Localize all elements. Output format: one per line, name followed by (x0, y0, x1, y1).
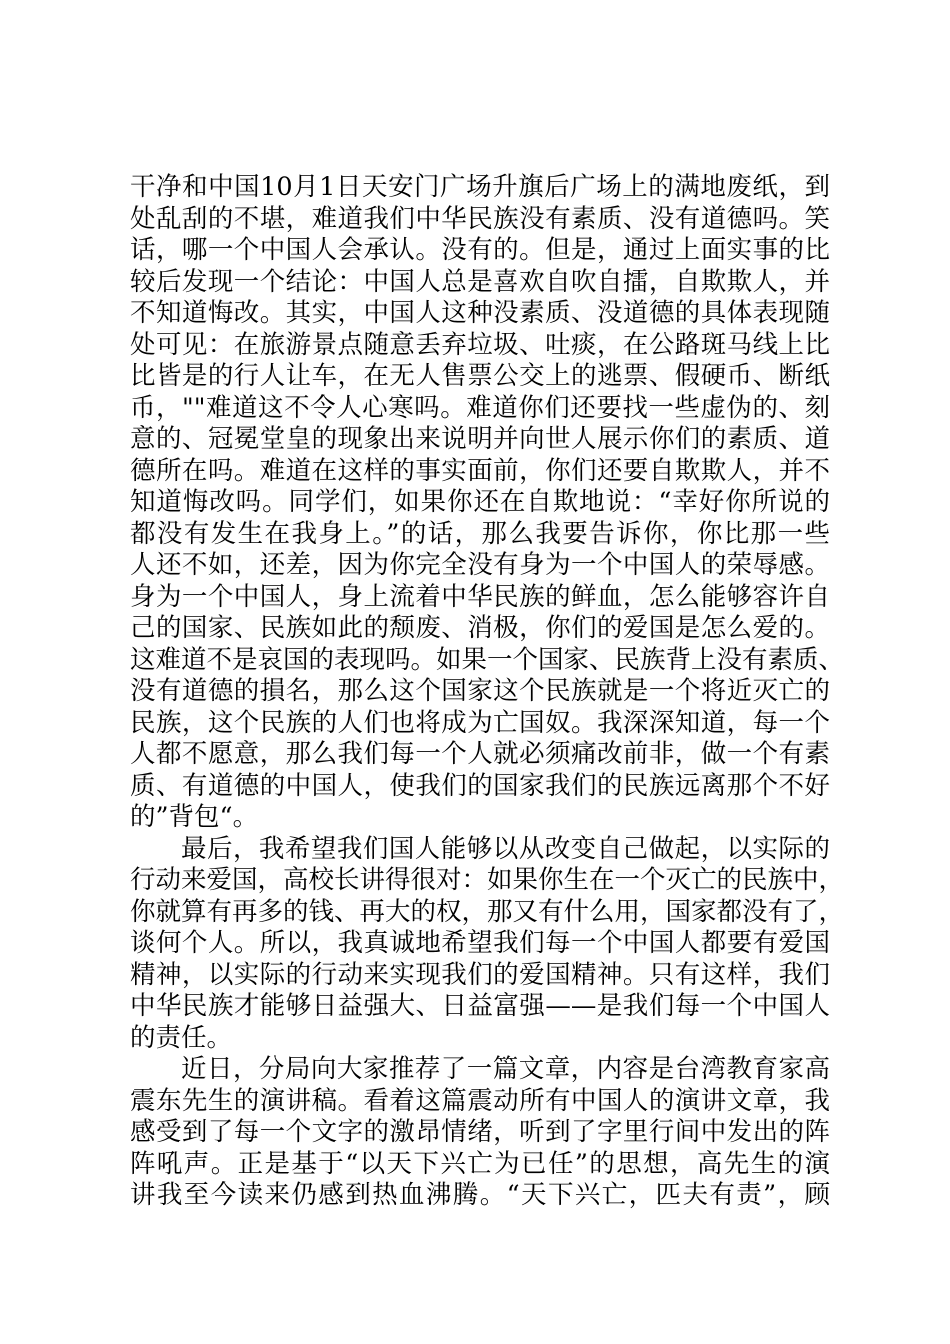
text-line: 你就算有再多的钱、再大的权，那又有什么用，国家都没有了， (130, 896, 845, 927)
document-body (130, 172, 845, 1212)
text-line: 知道悔改吗。同学们，如果你还在自欺地说：“幸好你所说的 (130, 487, 830, 517)
text-line: 这难道不是哀国的表现吗。如果一个国家、民族背上没有素质、 (130, 644, 845, 675)
text-line: 较后发现一个结论：中国人总是喜欢自吹自擂，自欺欺人，并 (130, 266, 830, 297)
text-line: 人还不如，还差，因为你完全没有身为一个中国人的荣辱感。 (130, 550, 830, 580)
text-line: 身为一个中国人，身上流着中华民族的鲜血，怎么能够容许自 (130, 581, 830, 612)
text-line: 最后，我希望我们国人能够以从改变自己做起，以实际的 (181, 833, 830, 864)
text-line: 的责任。 (130, 1022, 233, 1053)
text-line: 处乱刮的不堪，难道我们中华民族没有素质、没有道德吗。笑 (130, 203, 830, 234)
text-line: 处可见：在旅游景点随意丢弃垃圾、吐痰，在公路斑马线上比 (130, 329, 830, 360)
text-line: 都没有发生在我身上。”的话，那么我要告诉你，你比那一些 (130, 518, 830, 549)
text-line: 质、有道德的中国人，使我们的国家我们的民族远离那个不好 (130, 770, 830, 801)
text-line: 话，哪一个中国人会承认。没有的。但是，通过上面实事的比 (130, 235, 830, 265)
text-line: 讲我至今读来仍感到热血沸腾。“天下兴亡，匹夫有责”，顾 (130, 1180, 830, 1210)
paragraph (130, 172, 845, 834)
text-line: 的”背包“。 (130, 802, 259, 832)
text-line: 行动来爱国，高校长讲得很对：如果你生在一个灭亡的民族中， (130, 865, 845, 895)
paragraph (130, 833, 845, 1055)
text-line: 近日，分局向大家推荐了一篇文章，内容是台湾教育家高 (181, 1054, 830, 1084)
text-line: 人都不愿意，那么我们每一个人就必须痛改前非，做一个有素 (130, 739, 830, 769)
text-line: 比皆是的行人让车，在无人售票公交上的逃票、假硬币、断纸 (130, 361, 830, 391)
text-line: 己的国家、民族如此的颓废、消极，你们的爱国是怎么爱的。 (130, 613, 830, 643)
text-line: 阵吼声。正是基于“以天下兴亡为已任”的思想，高先生的演 (130, 1148, 830, 1179)
text-line: 震东先生的演讲稿。看着这篇震动所有中国人的演讲文章，我 (130, 1085, 830, 1116)
paragraph (130, 1054, 830, 1212)
text-line: 感受到了每一个文字的激昂情绪，听到了字里行间中发出的阵 (130, 1117, 830, 1147)
text-line: 不知道悔改。其实，中国人这种没素质、没道德的具体表现随 (130, 298, 830, 328)
text-line: 意的、冠冕堂皇的现象出来说明并向世人展示你们的素质、道 (130, 424, 830, 454)
text-line: 谈何个人。所以，我真诚地希望我们每一个中国人都要有爱国 (130, 928, 830, 958)
text-line: 民族，这个民族的人们也将成为亡国奴。我深深知道，每一个 (130, 707, 830, 738)
text-line: 精神，以实际的行动来实现我们的爱国精神。只有这样，我们 (130, 959, 830, 990)
text-line: 没有道德的損名，那么这个国家这个民族就是一个将近灭亡的 (130, 676, 830, 706)
text-line: 干净和中国10月1日天安门广场升旗后广场上的满地废纸，到 (130, 172, 830, 202)
text-line: 币，""难道这不令人心寒吗。难道你们还要找一些虚伪的、刻 (130, 392, 830, 423)
text-line: 德所在吗。难道在这样的事实面前，你们还要自欺欺人，并不 (130, 455, 830, 486)
text-line: 中华民族才能够日益强大、日益富强——是我们每一个中国人 (130, 991, 830, 1021)
